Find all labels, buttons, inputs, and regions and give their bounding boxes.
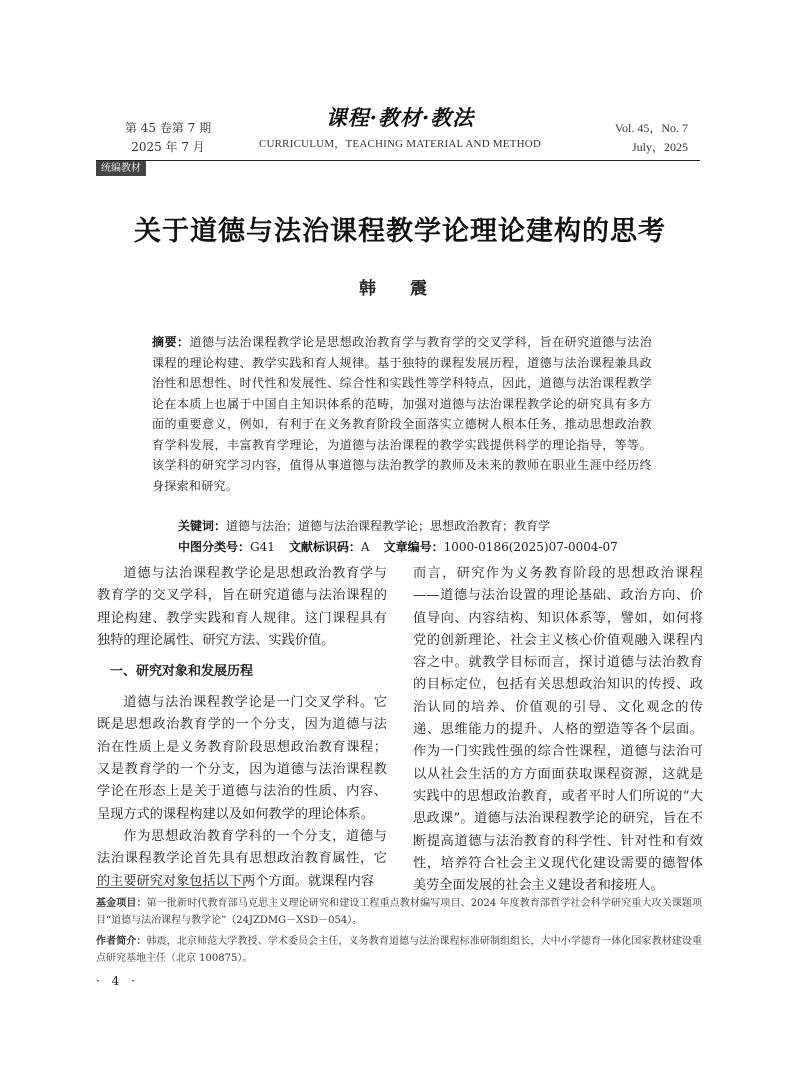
article-author: 韩 震	[359, 279, 441, 299]
footnote-author	[96, 933, 702, 967]
doc-code-label: 文献标识码：	[288, 540, 361, 554]
volume-info-en	[598, 119, 688, 157]
keywords	[178, 517, 658, 535]
abstract-text: 道德与法治课程教学论是思想政治教育学与教育学的交叉学科，旨在研究道德与法治课程的理论构建、教学实践和育人规律。基于独特的课程发展历程，道德与法治课程兼具政治性和思想性、时代性和发展性、综合性和实践性等学科特点，因此，道德与法治课程教学论在本质上也属于中国自主知识体系的范畴，加强对道德与法治课程教学论的研究具有多方面的重要意义，例如，有利于在义务教育阶段全面落实立德树人根本任务，推动思想政治教育学科发展，丰富教育学理论，为道德与法治课程的教学实践提供科学的理论指导，等等。该学科的研究学习内容，值得从事道德与法治教学的教师及未来的教师在职业生涯中经历终身探索和研究。	[152, 335, 652, 493]
body-column-left	[97, 563, 387, 893]
body-paragraph: 道德与法治课程教学论是思想政治教育学与教育学的交叉学科，旨在研究道德与法治课程的理论构建、教学实践和育人规律。这门课程具有独特的理论属性、研究方法、实践价值。	[97, 566, 387, 648]
keywords-label: 关键词：	[178, 519, 227, 533]
header-rule	[96, 160, 700, 161]
journal-masthead	[240, 106, 560, 153]
clc-value: G41	[250, 540, 275, 554]
journal-title-en: CURRICULUM，TEACHING MATERIAL AND METHOD	[258, 138, 542, 150]
page-number: · 4 ·	[96, 974, 139, 988]
body-paragraph: 作为思想政治教育学科的一个分支，道德与法治课程教学论首先具有思想政治教育属性，它的主要研究对象包括以下两个方面。就课程内容	[97, 828, 387, 889]
section-heading: 一、研究对象和发展历程	[110, 664, 254, 680]
body-paragraph: 道德与法治课程教学论是一门交叉学科。它既是思想政治教育学的一个分支，因为道德与法治在性质上是义务教育阶段思想政治教育课程；又是教育学的一个分支，因为道德与法治课程教学论在形态上是关于道德与法治的性质、内容、呈现方式的课程构建以及如何教学的理论体系。	[97, 695, 387, 822]
abstract-label: 摘要：	[152, 335, 190, 349]
abstract	[152, 332, 652, 496]
volume-issue-en: Vol. 45，No. 7	[614, 121, 688, 135]
doc-code-value: A	[360, 540, 370, 554]
volume-info	[118, 119, 218, 157]
volume-issue: 第 45 卷第 7 期	[124, 121, 212, 135]
article-no-label: 文章编号：	[383, 540, 444, 554]
body-column-right	[413, 563, 703, 897]
article-no-value: 1000-0186(2025)07-0004-07	[443, 540, 618, 554]
issue-date-cn: 2025 年 7 月	[131, 140, 205, 154]
body-paragraph: 而言，研究作为义务教育阶段的思想政治课程——道德与法治设置的理论基础、政治方向、价值导向、内容结构、知识体系等，譬如，如何将党的创新理论、社会主义核心价值观融入课程内容之中。就教学目标而言，探讨道德与法治教育的目标定位，包括有关思想政治知识的传授、政治认同的培养、价值观的引导、文化观念的传递、思维能力的提升、人格的塑造等各个层面。作为一门实践性强的综合性课程，道德与法治可以从社会生活的方方面面获取课程资源，这就是实践中的思想政治教育，或者平时人们所说的“大思政课”。道德与法治课程教学论的研究，旨在不断提高道德与法治教育的科学性、针对性和有效性，培养符合社会主义现代化建设需要的德智体美劳全面发展的社会主义建设者和接班人。	[413, 566, 703, 894]
footnote-rule	[96, 887, 246, 888]
keywords-text: 道德与法治；道德与法治课程教学论；思想政治教育；教育学	[226, 519, 551, 533]
fund-label: 基金项目：	[96, 898, 147, 909]
clc-label: 中图分类号：	[178, 540, 251, 554]
author-bio-label: 作者简介：	[96, 936, 147, 947]
journal-title: 课程·教材·教法	[325, 105, 475, 130]
fund-text: 第一批新时代教育部马克思主义理论研究和建设工程重点教材编写项目、2024 年度教育部哲学社会科学研究重大攻关课题项目“道德与法治课程与教学论”（24JZDMG－XSD－054）。	[96, 898, 702, 926]
section-tag: 统编教材	[96, 161, 146, 176]
issue-date-en: July，2025	[631, 140, 688, 154]
footnote-fund	[96, 895, 702, 929]
article-title: 关于道德与法治课程教学论理论建构的思考	[134, 216, 666, 247]
classification-line	[178, 538, 658, 556]
author-bio-text: 韩震，北京师范大学教授、学术委员会主任，义务教育道德与法治课程标准研制组组长，大中小学德育一体化国家教材建设重点研究基地主任（北京 100875）。	[96, 936, 703, 964]
